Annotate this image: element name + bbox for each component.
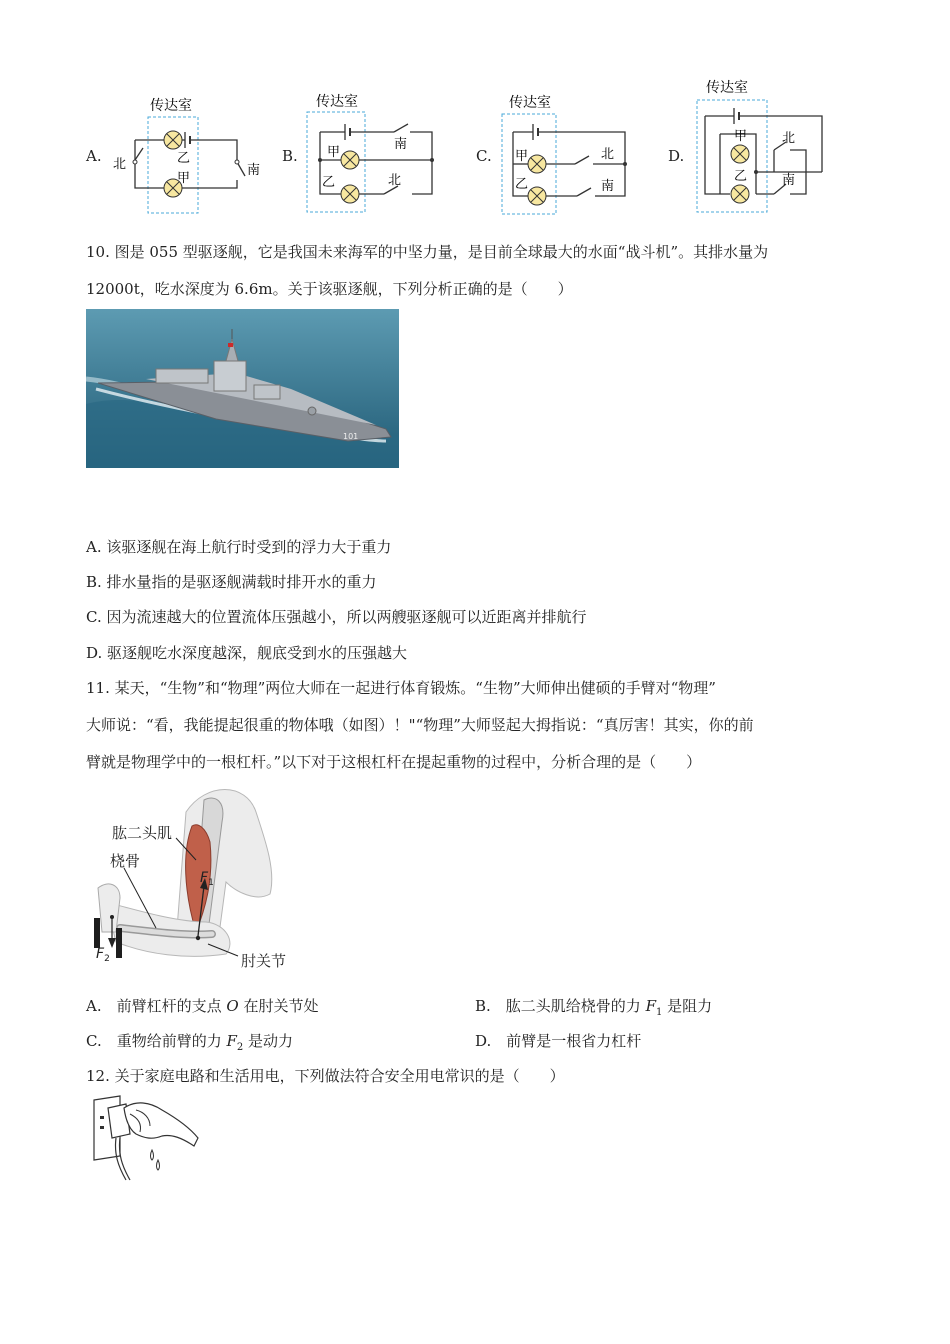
q11-option-a — [86, 996, 318, 1016]
circuit-a-label: A. — [86, 147, 102, 165]
q11-stem-line1: 11. 某天，“生物”和“物理”两位大师在一起进行体育锻炼。“生物”大师伸出健硕的手臂对“物理” — [86, 679, 716, 697]
circuit-b-nan: 南 — [394, 137, 408, 152]
circuit-c-yi: 乙 — [515, 177, 529, 192]
q11-stem-line3: 臂就是物理学中的一根杠杆。”以下对于这根杠杆在提起重物的过程中，分析合理的是（ ） — [86, 753, 702, 771]
q10-option-a: A. 该驱逐舰在海上航行时受到的浮力大于重力 — [86, 538, 392, 556]
circuit-c-diagram — [495, 90, 640, 218]
q11-option-a-pre: A. 前臂杠杆的支点 — [86, 997, 227, 1015]
circuit-b-lamp-yi — [341, 185, 359, 203]
circuit-b-diagram — [300, 88, 445, 218]
circuit-d-label: D. — [668, 147, 685, 165]
circuit-c-nan: 南 — [601, 179, 615, 194]
circuit-b-title: 传达室 — [316, 94, 358, 110]
circuit-a-lamp-yi — [164, 131, 182, 149]
weight-right — [116, 928, 122, 958]
circuit-a-bei: 北 — [113, 157, 127, 172]
q11-stem-line2: 大师说：“看，我能提起很重的物体哦（如图）！"“物理”大师竖起大拇指说：“真厉害！其实，你的前 — [86, 716, 754, 734]
circuit-a-switch-bei — [135, 148, 143, 160]
circuit-a-title: 传达室 — [150, 98, 192, 114]
q10-stem-line1: 10. 图是 055 型驱逐舰，它是我国未来海军的中坚力量，是目前全球最大的水面“战斗机”。其排水量为 — [86, 243, 769, 261]
label-f2: $F_2$ — [96, 946, 110, 964]
circuit-a-yi: 乙 — [177, 151, 191, 166]
circuit-a-diagram — [105, 90, 275, 218]
destroyer-bridge — [214, 361, 246, 391]
q11-option-b-post: 是阻力 — [662, 997, 713, 1015]
circuit-d-lamp-jia — [731, 145, 749, 163]
circuit-options-row — [0, 0, 950, 225]
circuit-c-lamp-yi — [528, 187, 546, 205]
q10-stem-line2: 12000t，吃水深度为 6.6m。关于该驱逐舰，下列分析正确的是（ ） — [86, 280, 573, 298]
circuit-c-bei: 北 — [601, 147, 615, 162]
q10-option-b: B. 排水量指的是驱逐舰满载时排开水的重力 — [86, 573, 377, 591]
q11-option-b-var: F — [645, 997, 656, 1015]
q11-option-b-sub: 1 — [655, 1007, 663, 1018]
q12-wet-hand-plug-figure — [86, 1094, 202, 1184]
q11-option-c-pre: C. 重物给前臂的力 — [86, 1032, 227, 1050]
q11-option-c-sub: 2 — [236, 1042, 244, 1053]
destroyer-hull-number: 101 — [343, 432, 359, 441]
q10-destroyer-photo — [86, 309, 399, 468]
circuit-d-diagram — [690, 74, 835, 218]
q11-option-d: D. 前臂是一根省力杠杆 — [475, 1032, 642, 1050]
q11-option-c-post: 是动力 — [243, 1032, 294, 1050]
circuit-d-title: 传达室 — [706, 80, 748, 96]
circuit-b-label: B. — [282, 147, 298, 165]
q11-option-b-pre: B. 肱二头肌给桡骨的力 — [475, 997, 646, 1015]
circuit-a-nan: 南 — [247, 163, 261, 178]
circuit-a-jia: 甲 — [177, 171, 191, 186]
label-f1: $F_1$ — [200, 870, 214, 888]
q11-option-c — [86, 1031, 293, 1058]
circuit-c-jia: 甲 — [515, 149, 529, 164]
q11-arm-lever-figure — [86, 782, 301, 972]
label-biceps: 肱二头肌 — [112, 824, 173, 842]
circuit-c-lamp-jia — [528, 155, 546, 173]
q11-option-a-var: O — [226, 997, 239, 1015]
weight-left — [94, 918, 100, 948]
circuit-b-jia: 甲 — [327, 145, 341, 160]
label-elbow: 肘关节 — [241, 952, 287, 970]
circuit-c-title: 传达室 — [509, 95, 551, 111]
circuit-d-nan: 南 — [782, 173, 796, 188]
circuit-d-lamp-yi — [731, 185, 749, 203]
circuit-b-bei: 北 — [388, 173, 402, 188]
label-radius: 桡骨 — [110, 852, 141, 870]
circuit-d-yi: 乙 — [734, 169, 748, 184]
circuit-b-yi: 乙 — [322, 175, 336, 190]
circuit-c-label: C. — [476, 147, 492, 165]
q10-option-d: D. 驱逐舰吃水深度越深，舰底受到水的压强越大 — [86, 644, 408, 662]
circuit-b-lamp-jia — [341, 151, 359, 169]
q12-stem-line1: 12. 关于家庭电路和生活用电，下列做法符合安全用电常识的是（ ） — [86, 1067, 565, 1085]
q11-option-c-var: F — [226, 1032, 237, 1050]
q11-option-b — [475, 996, 712, 1023]
q10-option-c: C. 因为流速越大的位置流体压强越小，所以两艘驱逐舰可以近距离并排航行 — [86, 608, 587, 626]
circuit-d-bei: 北 — [782, 131, 796, 146]
circuit-d-jia: 甲 — [734, 129, 748, 144]
q11-option-a-post: 在肘关节处 — [238, 997, 319, 1015]
